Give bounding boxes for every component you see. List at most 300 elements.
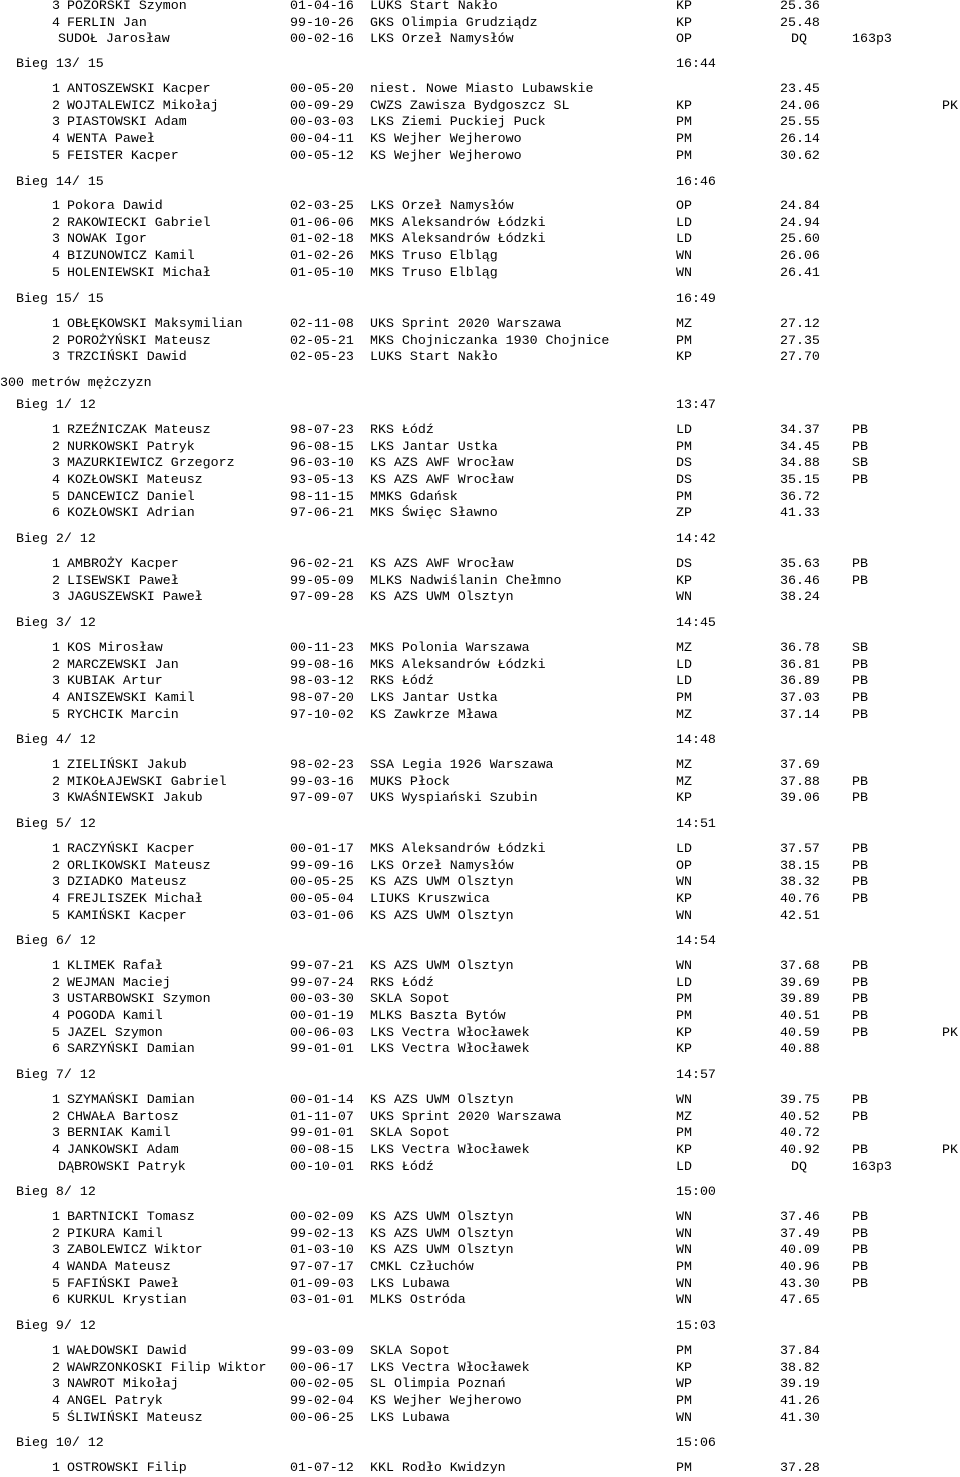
heat-header	[0, 1184, 960, 1200]
result-time: 37.84	[780, 1343, 820, 1358]
place: 2	[52, 332, 60, 348]
heat-start-time: 16:46	[676, 174, 716, 189]
place: 4	[52, 471, 60, 487]
result-row	[0, 1025, 960, 1041]
athlete-name: BIZUNOWICZ Kamil	[67, 247, 195, 263]
athlete-name: DĄBROWSKI Patryk	[58, 1158, 186, 1174]
result-row	[0, 248, 960, 264]
birth-date: 01-02-26	[290, 247, 354, 263]
athlete-name: PIKURA Kamil	[67, 1225, 163, 1241]
club-name: LKS Orzeł Namysłów	[370, 857, 514, 873]
result-row	[0, 439, 960, 455]
place: 4	[52, 130, 60, 146]
region-code: PM	[676, 1460, 692, 1475]
birth-date: 99-07-24	[290, 974, 354, 990]
result-row	[0, 1041, 960, 1057]
region-code: LD	[676, 231, 692, 247]
club-name: UKS Sprint 2020 Warszawa	[370, 1108, 562, 1124]
record-mark: PB	[852, 1258, 868, 1274]
heat-title: Bieg 5/ 12	[16, 816, 96, 831]
record-mark: PB	[852, 572, 868, 588]
birth-date: 99-01-01	[290, 1041, 354, 1057]
birth-date: 99-05-09	[290, 572, 354, 588]
club-name: niest. Nowe Miasto Lubawskie	[370, 81, 594, 96]
club-name: MKS Aleksandrów Łódzki	[370, 841, 546, 856]
region-code: MZ	[676, 757, 692, 772]
birth-date: 99-02-13	[290, 1225, 354, 1241]
region-code: WN	[676, 907, 692, 923]
birth-date: 01-06-06	[290, 214, 354, 230]
record-mark: PB	[852, 1024, 868, 1040]
result-time: 39.19	[780, 1376, 820, 1392]
athlete-name: NOWAK Igor	[67, 231, 147, 247]
result-time: 41.26	[780, 1392, 820, 1408]
result-row	[0, 422, 960, 438]
region-code: KP	[676, 1359, 692, 1375]
result-row	[0, 640, 960, 656]
place: 2	[52, 1108, 60, 1124]
athlete-name: KLIMEK Rafał	[67, 958, 163, 973]
athlete-name: KUBIAK Artur	[67, 673, 163, 689]
place: 3	[52, 1376, 60, 1392]
region-code: KP	[676, 349, 692, 365]
result-time: 24.94	[780, 214, 820, 230]
result-row	[0, 1092, 960, 1108]
heat-start-time: 14:54	[676, 933, 716, 948]
club-name: KS AZS UWM Olsztyn	[370, 958, 514, 973]
place: 3	[52, 455, 60, 471]
birth-date: 00-10-01	[290, 1158, 354, 1174]
result-row	[0, 891, 960, 907]
result-row	[0, 198, 960, 214]
club-name: LUKS Start Nakło	[370, 349, 498, 365]
athlete-name: POZORSKI Szymon	[67, 0, 187, 13]
place: 2	[52, 857, 60, 873]
birth-date: 00-04-11	[290, 130, 354, 146]
result-time: DQ	[791, 1158, 807, 1174]
athlete-name: ANGEL Patryk	[67, 1392, 163, 1408]
birth-date: 00-03-30	[290, 991, 354, 1007]
note-mark: PK	[942, 97, 958, 113]
place: 4	[52, 689, 60, 705]
club-name: KS AZS AWF Wrocław	[370, 556, 514, 571]
result-time: 35.63	[780, 556, 820, 571]
result-time: 37.57	[780, 841, 820, 856]
result-row	[0, 1410, 960, 1426]
place: 2	[52, 1359, 60, 1375]
record-mark: PB	[852, 890, 868, 906]
result-time: 34.45	[780, 438, 820, 454]
result-row	[0, 908, 960, 924]
result-row	[0, 874, 960, 890]
place: 3	[52, 0, 60, 13]
birth-date: 98-02-23	[290, 757, 354, 772]
region-code: WN	[676, 1409, 692, 1425]
place: 5	[52, 907, 60, 923]
athlete-name: SUDOŁ Jarosław	[58, 31, 170, 47]
athlete-name: FREJLISZEK Michał	[67, 890, 203, 906]
heat-header	[0, 531, 960, 547]
region-code: OP	[676, 198, 692, 213]
result-time: 37.46	[780, 1209, 820, 1224]
club-name: KS AZS UWM Olsztyn	[370, 1092, 514, 1107]
birth-date: 96-02-21	[290, 556, 354, 571]
region-code: ZP	[676, 505, 692, 521]
result-row	[0, 991, 960, 1007]
record-mark: PB	[852, 1275, 868, 1291]
heat-title: Bieg 1/ 12	[16, 397, 96, 412]
record-mark: PB	[852, 1242, 868, 1258]
athlete-name: PIASTOWSKI Adam	[67, 114, 187, 130]
club-name: MLKS Baszta Bytów	[370, 1007, 506, 1023]
athlete-name: RZEŹNICZAK Mateusz	[67, 422, 211, 437]
place: 2	[52, 773, 60, 789]
club-name: KS AZS AWF Wrocław	[370, 455, 514, 471]
place: 5	[52, 1024, 60, 1040]
region-code: PM	[676, 991, 692, 1007]
athlete-name: DZIADKO Mateusz	[67, 874, 187, 890]
athlete-name: ANISZEWSKI Kamil	[67, 689, 195, 705]
birth-date: 99-07-21	[290, 958, 354, 973]
region-code: LD	[676, 422, 692, 437]
result-row	[0, 975, 960, 991]
result-time: 39.89	[780, 991, 820, 1007]
club-name: LKS Orzeł Namysłów	[370, 31, 514, 47]
result-row	[0, 589, 960, 605]
club-name: LKS Lubawa	[370, 1275, 450, 1291]
result-time: 38.32	[780, 874, 820, 890]
place: 6	[52, 1041, 60, 1057]
record-mark: PB	[852, 706, 868, 722]
club-name: LKS Orzeł Namysłów	[370, 198, 514, 213]
region-code: PM	[676, 488, 692, 504]
place: 3	[52, 349, 60, 365]
birth-date: 96-03-10	[290, 455, 354, 471]
place: 6	[52, 505, 60, 521]
record-mark: PB	[852, 1209, 868, 1224]
record-mark: PB	[852, 1225, 868, 1241]
athlete-name: NAWROT Mikołaj	[67, 1376, 179, 1392]
heat-header	[0, 615, 960, 631]
birth-date: 99-08-16	[290, 656, 354, 672]
club-name: CWZS Zawisza Bydgoszcz SL	[370, 97, 570, 113]
result-row	[0, 455, 960, 471]
result-row	[0, 131, 960, 147]
result-time: 38.82	[780, 1359, 820, 1375]
heat-start-time: 15:00	[676, 1184, 716, 1199]
club-name: KS AZS UWM Olsztyn	[370, 589, 514, 605]
result-time: 27.35	[780, 332, 820, 348]
heat-start-time: 16:44	[676, 56, 716, 71]
place: 3	[52, 231, 60, 247]
club-name: SKLA Sopot	[370, 1125, 450, 1141]
athlete-name: BARTNICKI Tomasz	[67, 1209, 195, 1224]
region-code: MZ	[676, 706, 692, 722]
region-code: WN	[676, 874, 692, 890]
heat-title: Bieg 7/ 12	[16, 1067, 96, 1082]
result-time: 24.84	[780, 198, 820, 213]
club-name: SKLA Sopot	[370, 991, 450, 1007]
result-time: 40.76	[780, 890, 820, 906]
result-row	[0, 333, 960, 349]
result-row	[0, 114, 960, 130]
result-time: 37.03	[780, 689, 820, 705]
athlete-name: OSTROWSKI Filip	[67, 1460, 187, 1475]
region-code: OP	[676, 31, 692, 47]
place: 3	[52, 790, 60, 806]
region-code: LD	[676, 214, 692, 230]
region-code: WP	[676, 1376, 692, 1392]
heat-start-time: 14:42	[676, 531, 716, 546]
event-title: 300 metrów mężczyzn	[0, 375, 152, 390]
result-row	[0, 489, 960, 505]
birth-date: 99-10-26	[290, 14, 354, 30]
result-time: 30.62	[780, 147, 820, 163]
record-mark: PB	[852, 1007, 868, 1023]
result-row	[0, 1209, 960, 1225]
athlete-name: WAŁDOWSKI Dawid	[67, 1343, 187, 1358]
region-code: WN	[676, 1209, 692, 1224]
region-code: KP	[676, 0, 692, 13]
result-row	[0, 1460, 960, 1476]
athlete-name: RYCHCIK Marcin	[67, 706, 179, 722]
heat-start-time: 14:48	[676, 732, 716, 747]
birth-date: 00-05-25	[290, 874, 354, 890]
athlete-name: JAZEL Szymon	[67, 1024, 163, 1040]
place: 4	[52, 14, 60, 30]
place: 1	[52, 316, 60, 331]
athlete-name: ZIELIŃSKI Jakub	[67, 757, 187, 772]
heat-header	[0, 1318, 960, 1334]
region-code: PM	[676, 130, 692, 146]
athlete-name: KOZŁOWSKI Adrian	[67, 505, 195, 521]
club-name: MKS Truso Elbląg	[370, 247, 498, 263]
result-time: 38.15	[780, 857, 820, 873]
birth-date: 00-06-03	[290, 1024, 354, 1040]
athlete-name: RAKOWIECKI Gabriel	[67, 214, 211, 230]
club-name: RKS Łódź	[370, 1158, 434, 1174]
place: 1	[52, 958, 60, 973]
athlete-name: KOZŁOWSKI Mateusz	[67, 471, 203, 487]
region-code: KP	[676, 890, 692, 906]
region-code: KP	[676, 1041, 692, 1057]
place: 2	[52, 97, 60, 113]
place: 3	[52, 114, 60, 130]
result-time: 40.59	[780, 1024, 820, 1040]
birth-date: 01-03-10	[290, 1242, 354, 1258]
athlete-name: KAMIŃSKI Kacper	[67, 907, 187, 923]
club-name: LIUKS Kruszwica	[370, 890, 490, 906]
region-code: KP	[676, 1024, 692, 1040]
birth-date: 96-08-15	[290, 438, 354, 454]
result-time: 25.48	[780, 14, 820, 30]
athlete-name: FAFIŃSKI Paweł	[67, 1275, 179, 1291]
birth-date: 99-03-09	[290, 1343, 354, 1358]
region-code: LD	[676, 974, 692, 990]
region-code: PM	[676, 147, 692, 163]
record-mark: PB	[852, 1141, 868, 1157]
result-time: 42.51	[780, 907, 820, 923]
region-code: LD	[676, 841, 692, 856]
region-code: PM	[676, 1343, 692, 1358]
birth-date: 99-03-16	[290, 773, 354, 789]
result-time: 26.41	[780, 264, 820, 280]
region-code: KP	[676, 790, 692, 806]
birth-date: 00-05-12	[290, 147, 354, 163]
result-row	[0, 472, 960, 488]
athlete-name: WENTA Paweł	[67, 130, 155, 146]
place: 1	[52, 640, 60, 655]
club-name: MKS Święc Sławno	[370, 505, 498, 521]
place: 5	[52, 1275, 60, 1291]
result-time: 41.30	[780, 1409, 820, 1425]
record-mark: PB	[852, 958, 868, 973]
birth-date: 01-04-16	[290, 0, 354, 13]
result-time: 40.96	[780, 1258, 820, 1274]
birth-date: 01-07-12	[290, 1460, 354, 1475]
place: 2	[52, 438, 60, 454]
place: 3	[52, 673, 60, 689]
result-row	[0, 1360, 960, 1376]
result-time: 37.88	[780, 773, 820, 789]
birth-date: 97-09-28	[290, 589, 354, 605]
region-code: KP	[676, 14, 692, 30]
result-time: 26.14	[780, 130, 820, 146]
place: 2	[52, 974, 60, 990]
athlete-name: LISEWSKI Paweł	[67, 572, 179, 588]
result-time: 25.36	[780, 0, 820, 13]
note-mark: PK	[942, 1024, 958, 1040]
place: 3	[52, 1125, 60, 1141]
record-mark: PB	[852, 1108, 868, 1124]
athlete-name: MIKOŁAJEWSKI Gabriel	[67, 773, 227, 789]
region-code: MZ	[676, 773, 692, 789]
birth-date: 97-06-21	[290, 505, 354, 521]
place: 1	[52, 1209, 60, 1224]
place: 1	[52, 1092, 60, 1107]
club-name: LUKS Start Nakło	[370, 0, 498, 13]
region-code: PM	[676, 1392, 692, 1408]
heat-header	[0, 291, 960, 307]
heat-title: Bieg 8/ 12	[16, 1184, 96, 1199]
club-name: MUKS Płock	[370, 773, 450, 789]
region-code: WN	[676, 247, 692, 263]
athlete-name: SZYMAŃSKI Damian	[67, 1092, 195, 1107]
region-code: MZ	[676, 640, 692, 655]
place: 3	[52, 1242, 60, 1258]
birth-date: 00-06-17	[290, 1359, 354, 1375]
result-time: 40.72	[780, 1125, 820, 1141]
result-time: 27.12	[780, 316, 820, 331]
region-code: PM	[676, 1258, 692, 1274]
result-time: 39.75	[780, 1092, 820, 1107]
result-row	[0, 1276, 960, 1292]
result-time: 24.06	[780, 97, 820, 113]
result-time: 40.09	[780, 1242, 820, 1258]
birth-date: 99-01-01	[290, 1125, 354, 1141]
result-time: 36.89	[780, 673, 820, 689]
record-mark: 163p3	[852, 1158, 892, 1174]
result-row	[0, 31, 960, 47]
region-code: PM	[676, 1007, 692, 1023]
club-name: KS Wejher Wejherowo	[370, 147, 522, 163]
birth-date: 99-09-16	[290, 857, 354, 873]
place: 4	[52, 890, 60, 906]
birth-date: 99-02-04	[290, 1392, 354, 1408]
birth-date: 93-05-13	[290, 471, 354, 487]
heat-title: Bieg 2/ 12	[16, 531, 96, 546]
result-row	[0, 657, 960, 673]
club-name: LKS Vectra Włocławek	[370, 1024, 530, 1040]
heat-start-time: 15:06	[676, 1435, 716, 1450]
athlete-name: FERLIN Jan	[67, 14, 147, 30]
result-row	[0, 573, 960, 589]
heat-title: Bieg 9/ 12	[16, 1318, 96, 1333]
result-row	[0, 690, 960, 706]
place: 4	[52, 1258, 60, 1274]
record-mark: PB	[852, 471, 868, 487]
heat-start-time: 14:57	[676, 1067, 716, 1082]
birth-date: 02-11-08	[290, 316, 354, 331]
place: 2	[52, 572, 60, 588]
athlete-name: KURKUL Krystian	[67, 1292, 187, 1308]
result-row	[0, 1376, 960, 1392]
athlete-name: HOLENIEWSKI Michał	[67, 264, 211, 280]
region-code: PM	[676, 1125, 692, 1141]
result-row	[0, 0, 960, 14]
birth-date: 97-10-02	[290, 706, 354, 722]
result-time: 39.69	[780, 974, 820, 990]
region-code: WN	[676, 589, 692, 605]
heat-header	[0, 1435, 960, 1451]
club-name: KS AZS AWF Wrocław	[370, 471, 514, 487]
birth-date: 02-03-25	[290, 198, 354, 213]
result-row	[0, 81, 960, 97]
club-name: MLKS Nadwiślanin Chełmno	[370, 572, 562, 588]
club-name: KS Wejher Wejherowo	[370, 130, 522, 146]
region-code: PM	[676, 114, 692, 130]
place: 1	[52, 1343, 60, 1358]
athlete-name: ORLIKOWSKI Mateusz	[67, 857, 211, 873]
heat-title: Bieg 10/ 12	[16, 1435, 104, 1450]
place: 4	[52, 247, 60, 263]
birth-date: 98-07-20	[290, 689, 354, 705]
heat-header	[0, 1067, 960, 1083]
record-mark: PB	[852, 673, 868, 689]
birth-date: 02-05-23	[290, 349, 354, 365]
region-code: WN	[676, 1292, 692, 1308]
place: 5	[52, 1409, 60, 1425]
club-name: SL Olimpia Poznań	[370, 1376, 506, 1392]
result-time: 25.55	[780, 114, 820, 130]
place: 2	[52, 656, 60, 672]
result-time: 37.14	[780, 706, 820, 722]
result-row	[0, 316, 960, 332]
result-time: 23.45	[780, 81, 820, 96]
place: 1	[52, 198, 60, 213]
club-name: KS Zawkrze Mława	[370, 706, 498, 722]
athlete-name: TRZCIŃSKI Dawid	[67, 349, 187, 365]
result-time: 36.72	[780, 488, 820, 504]
heat-header	[0, 933, 960, 949]
club-name: KS AZS UWM Olsztyn	[370, 1209, 514, 1224]
region-code: KP	[676, 572, 692, 588]
result-time: 40.92	[780, 1141, 820, 1157]
record-mark: PB	[852, 1092, 868, 1107]
result-time: 35.15	[780, 471, 820, 487]
birth-date: 02-05-21	[290, 332, 354, 348]
heat-title: Bieg 15/ 15	[16, 291, 104, 306]
